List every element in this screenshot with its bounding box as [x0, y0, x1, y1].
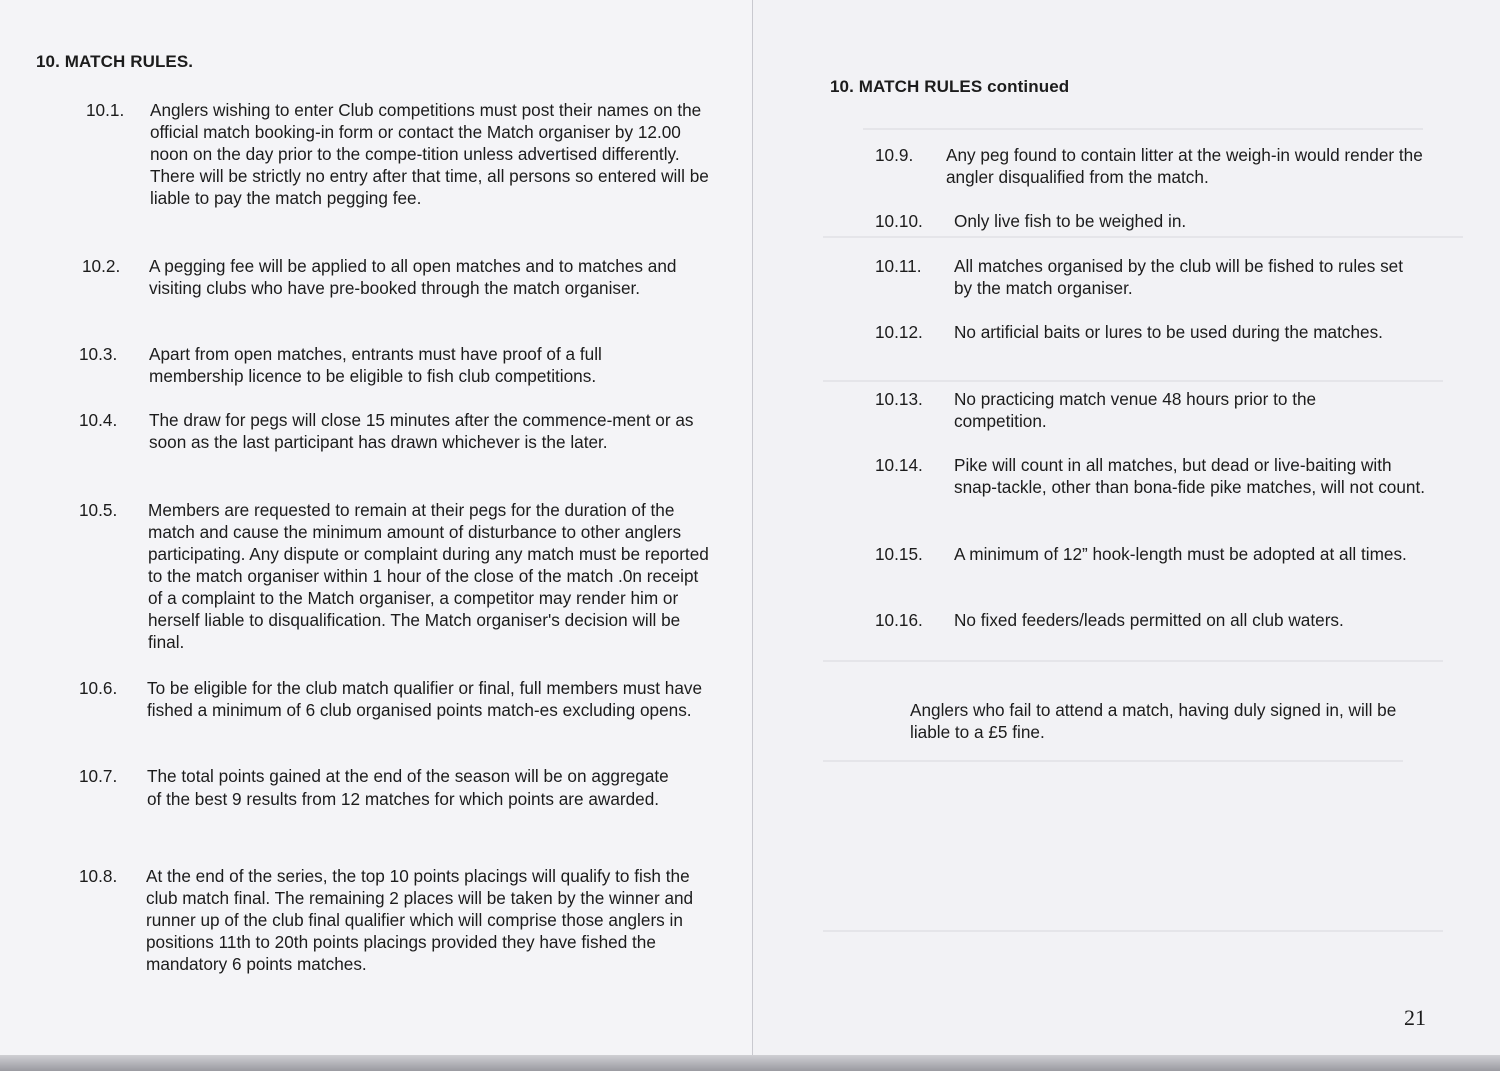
rule-text: A minimum of 12” hook-length must be adopted at all times.: [954, 544, 1407, 564]
rule-number: 10.4.: [79, 410, 118, 430]
rule-number: 10.12.: [875, 322, 923, 342]
rule-text: No practicing match venue 48 hours prior to the competition.: [954, 389, 1317, 431]
rule-number: 10.2.: [82, 256, 121, 276]
rule-text: All matches organised by the club will be fished to rules set by the match organiser.: [954, 256, 1404, 298]
rule-text: The total points gained at the end of the season will be on aggregate of the best 9 results from 12 matches for which points are awarded.: [147, 766, 669, 809]
rule-text: To be eligible for the club match qualifier or final, full members must have fished a minimum of 6 club organised points match-es excluding opens.: [147, 678, 703, 720]
rule-text: A pegging fee will be applied to all open matches and to matches and visiting clubs who have pre-booked through the match organiser.: [149, 256, 677, 298]
show-through-line: [823, 236, 1463, 238]
rule-text: The draw for pegs will close 15 minutes after the commence-ment or as soon as the last participant has drawn whichever is the later.: [149, 410, 694, 452]
rule-number: 10.16.: [875, 610, 923, 630]
show-through-line: [863, 128, 1423, 130]
rule-number: 10.14.: [875, 455, 923, 475]
rule-text: Apart from open matches, entrants must have proof of a full membership licence to be eligible to fish club competitions.: [149, 344, 602, 386]
fine-notice: Anglers who fail to attend a match, having duly signed in, will be liable to a £5 fine.: [910, 700, 1397, 742]
rule-text: Members are requested to remain at their pegs for the duration of the match and cause the minimum amount of disturbance to other anglers participating. Any dispute or complaint during any match must be reported to the match organiser within 1 hour of the close of the match .0n receipt of a complaint to the Match organiser, a competitor may render him or herself liable to disqualification. The Match organiser's decision will be final.: [148, 500, 709, 652]
right-page-heading: 10. MATCH RULES continued: [830, 77, 1070, 96]
rule-text: Any peg found to contain litter at the weigh-in would render the angler disqualified from the match.: [946, 145, 1423, 187]
rule-number: 10.8.: [79, 866, 118, 886]
show-through-line: [823, 760, 1403, 762]
left-page-heading: 10. MATCH RULES.: [36, 52, 194, 71]
rule-text: Only live fish to be weighed in.: [954, 211, 1187, 231]
booklet-bottom-edge: [0, 1055, 1500, 1071]
page-number: 21: [1404, 1005, 1426, 1030]
rule-number: 10.15.: [875, 544, 923, 564]
rule-text: At the end of the series, the top 10 points placings will qualify to fish the club match final. The remaining 2 places will be taken by the winner and runner up of the club final qualifier which will comprise those anglers in positions 11th to 20th points placings provided they have fished the mandatory 6 points matches.: [146, 866, 694, 974]
rule-text: Pike will count in all matches, but dead or live-baiting with snap-tackle, other than bona-fide pike matches, will not count.: [954, 455, 1426, 497]
rule-text: Anglers wishing to enter Club competitions must post their names on the official match booking-in form or contact the Match organiser by 12.00 noon on the day prior to the compe-tition unless advertised differently. There will be strictly no entry after that time, all persons so entered will be liable to pay the match pegging fee.: [150, 100, 709, 208]
rule-number: 10.1.: [86, 100, 125, 120]
show-through-line: [823, 660, 1443, 662]
show-through-line: [823, 930, 1443, 932]
show-through-line: [823, 380, 1443, 382]
rule-number: 10.10.: [875, 211, 923, 231]
rule-text: No artificial baits or lures to be used during the matches.: [954, 322, 1383, 342]
rule-number: 10.13.: [875, 389, 923, 409]
rule-number: 10.9.: [875, 145, 914, 165]
rule-number: 10.7.: [79, 766, 118, 786]
rule-number: 10.6.: [79, 678, 118, 698]
rule-number: 10.3.: [79, 344, 118, 364]
rule-number: 10.11.: [875, 256, 922, 276]
rule-number: 10.5.: [79, 500, 118, 520]
rule-text: No fixed feeders/leads permitted on all club waters.: [954, 610, 1344, 630]
right-page: [753, 0, 1500, 1055]
left-page: [0, 0, 753, 1055]
